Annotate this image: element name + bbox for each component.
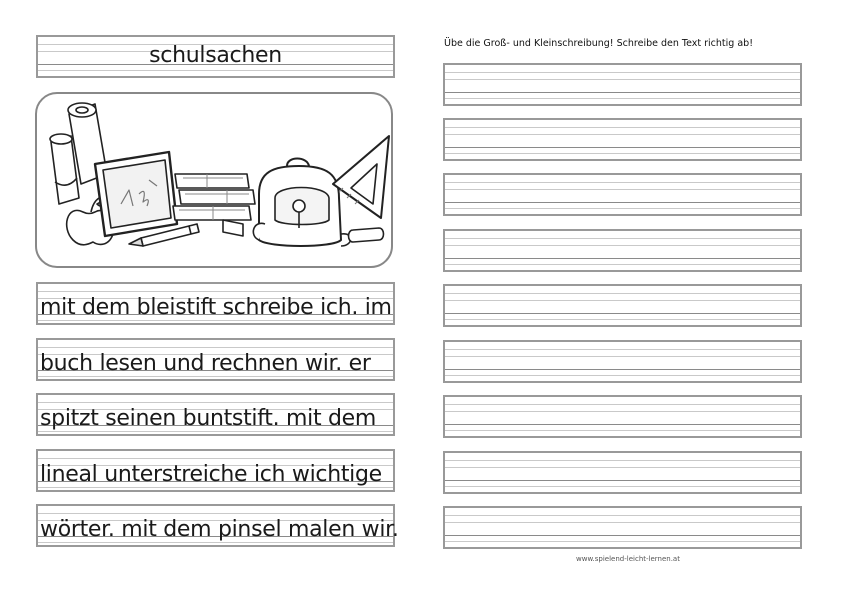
writing-line[interactable]: [443, 173, 802, 216]
text-line-5: wörter. mit dem pinsel malen wir.: [40, 517, 399, 542]
text-line: [36, 393, 395, 436]
writing-line[interactable]: [443, 118, 802, 161]
text-line: [36, 282, 395, 325]
text-line: [36, 449, 395, 492]
text-line: [36, 504, 399, 547]
writing-line[interactable]: [443, 63, 802, 106]
text-line-3: spitzt seinen buntstift. mit dem: [40, 406, 376, 431]
writing-line[interactable]: [443, 395, 802, 438]
worksheet-title: schulsachen: [149, 43, 282, 68]
instruction-text: Übe die Groß- und Kleinschreibung! Schreibe den Text richtig ab!: [444, 38, 753, 49]
text-line: [36, 338, 395, 381]
school-supplies-picture: [35, 92, 393, 268]
text-line-1: mit dem bleistift schreibe ich. im: [40, 295, 392, 320]
title-box: [36, 35, 395, 78]
writing-line[interactable]: [443, 229, 802, 272]
text-line-4: lineal unterstreiche ich wichtige: [40, 462, 382, 487]
footer-url: www.spielend-leicht-lernen.at: [576, 555, 680, 563]
school-bag-icon: [253, 159, 350, 247]
text-line-2: buch lesen und rechnen wir. er: [40, 351, 371, 376]
writing-line[interactable]: [443, 506, 802, 549]
writing-line[interactable]: [443, 340, 802, 383]
eraser-icon: [349, 228, 384, 242]
writing-line[interactable]: [443, 284, 802, 327]
set-square-icon: [333, 136, 389, 218]
writing-line[interactable]: [443, 451, 802, 494]
chalkboard-icon: [95, 152, 177, 236]
